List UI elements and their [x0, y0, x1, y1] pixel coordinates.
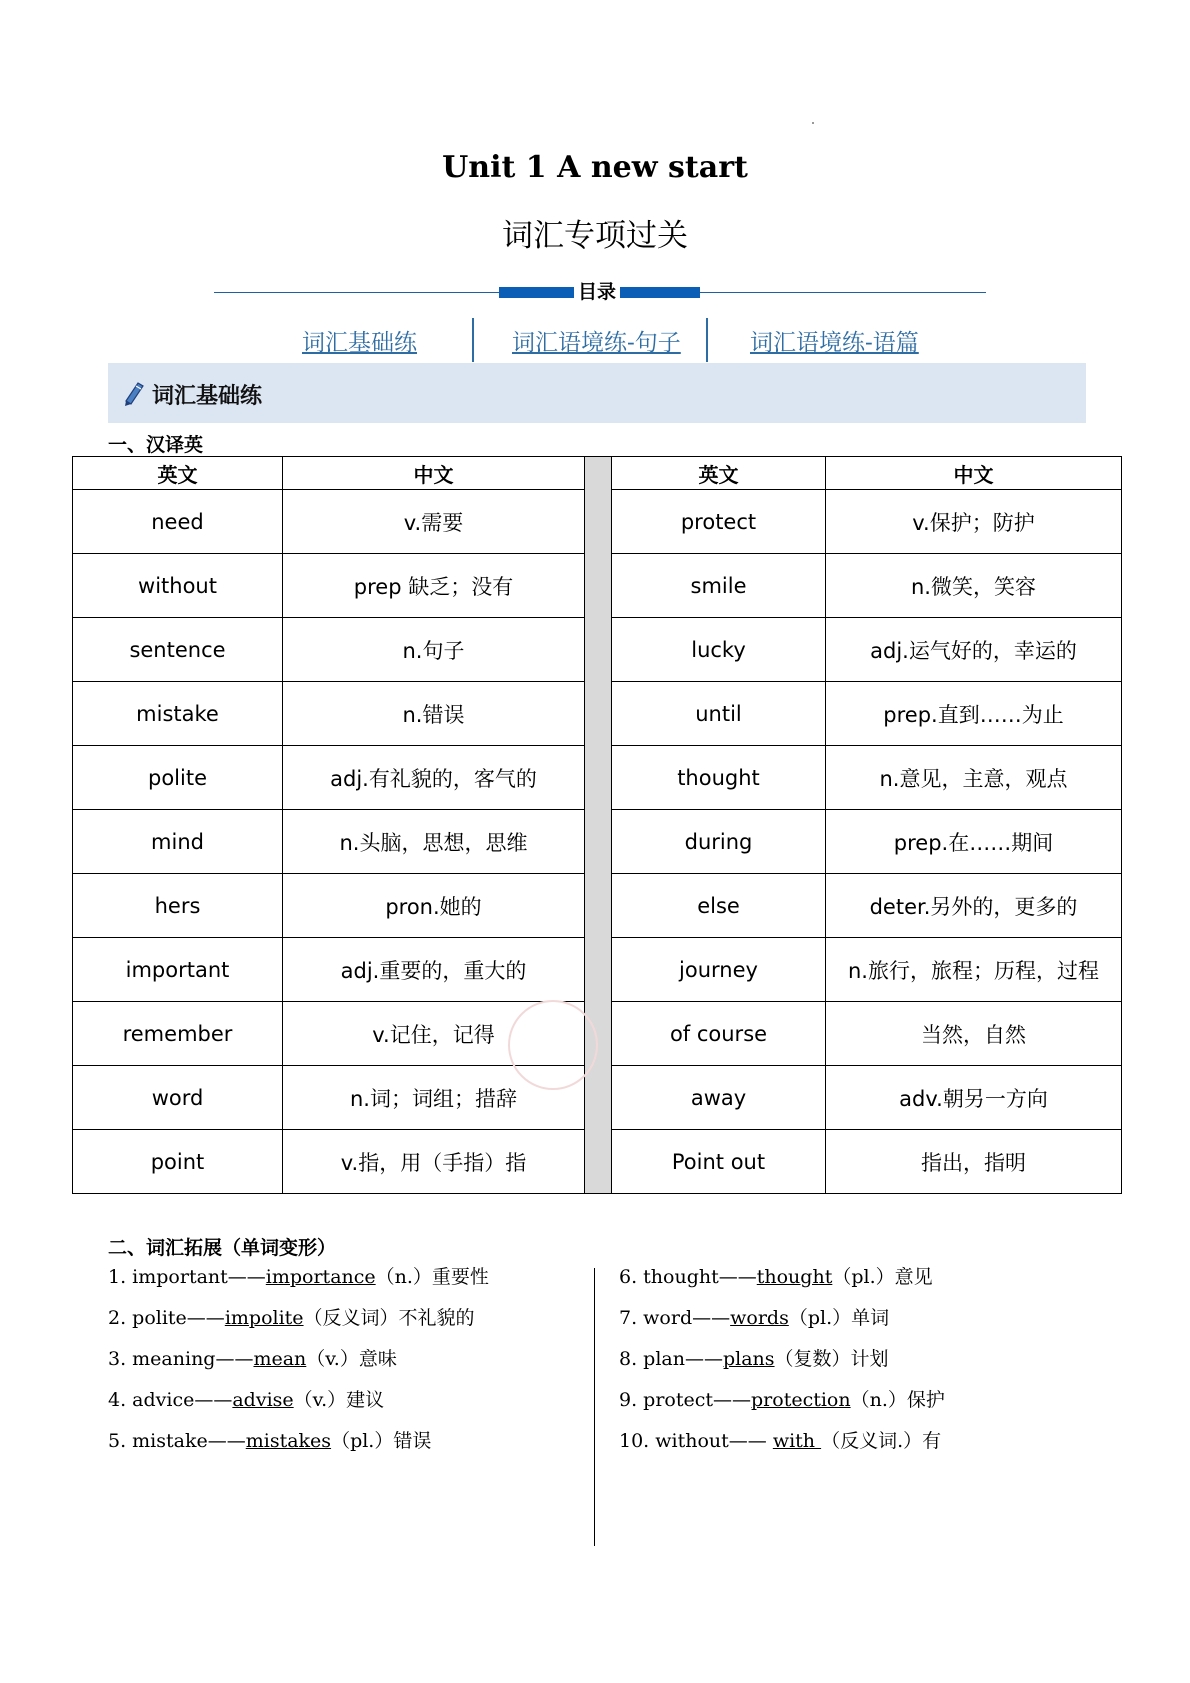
- answer: with: [772, 1430, 822, 1452]
- section-header: [108, 363, 1086, 423]
- toc-rule-left: [214, 292, 499, 293]
- english-word: journey: [612, 938, 826, 1002]
- pen-icon: [122, 379, 146, 407]
- section-title: 词汇基础练: [152, 384, 263, 409]
- english-word: thought: [612, 746, 826, 810]
- chinese-meaning: n.微笑，笑容: [826, 554, 1122, 618]
- answer: thought: [756, 1266, 833, 1288]
- chinese-meaning: prep.直到……为止: [826, 682, 1122, 746]
- extension-right-column: [619, 1262, 945, 1467]
- answer: impolite: [224, 1307, 304, 1329]
- chinese-meaning: deter.另外的，更多的: [826, 874, 1122, 938]
- extension-item: 2. polite——impolite（反义词）不礼貌的: [108, 1307, 475, 1329]
- english-word: mind: [73, 810, 283, 874]
- column-header: 中文: [283, 457, 585, 490]
- answer: protection: [751, 1389, 851, 1411]
- stray-dot: [812, 122, 814, 124]
- chinese-meaning: n.词；词组；措辞: [283, 1066, 585, 1130]
- chinese-meaning: v.指，用（手指）指: [283, 1130, 585, 1194]
- english-word: Point out: [612, 1130, 826, 1194]
- chinese-meaning: v.保护；防护: [826, 490, 1122, 554]
- english-word: important: [73, 938, 283, 1002]
- extension-item: 8. plan——plans（复数）计划: [619, 1348, 889, 1370]
- english-word: protect: [612, 490, 826, 554]
- chinese-meaning: prep.在……期间: [826, 810, 1122, 874]
- chinese-meaning: prep 缺乏；没有: [283, 554, 585, 618]
- english-word: sentence: [73, 618, 283, 682]
- extension-item: 10. without—— with （反义词.）有: [619, 1430, 942, 1452]
- chinese-meaning: n.错误: [283, 682, 585, 746]
- english-word: point: [73, 1130, 283, 1194]
- english-word: else: [612, 874, 826, 938]
- chinese-meaning: n.句子: [283, 618, 585, 682]
- table-header-row: [73, 457, 1122, 490]
- page-subtitle: 词汇专项过关: [502, 218, 688, 254]
- answer: importance: [265, 1266, 376, 1288]
- toc-separator: [706, 318, 708, 362]
- chinese-meaning: 当然，自然: [826, 1002, 1122, 1066]
- toc-links: [0, 318, 1190, 362]
- part2-heading: 二、词汇拓展（单词变形）: [108, 1237, 337, 1259]
- toc-link-passage[interactable]: 词汇语境练-语篇: [750, 330, 919, 356]
- english-word: without: [73, 554, 283, 618]
- english-word: word: [73, 1066, 283, 1130]
- english-word: polite: [73, 746, 283, 810]
- chinese-meaning: adj.运气好的，幸运的: [826, 618, 1122, 682]
- extension-item: 5. mistake——mistakes（pl.）错误: [108, 1430, 432, 1452]
- english-word: during: [612, 810, 826, 874]
- column-header: 中文: [826, 457, 1122, 490]
- chinese-meaning: adj.重要的，重大的: [283, 938, 585, 1002]
- english-word: of course: [612, 1002, 826, 1066]
- extension-left-column: [108, 1262, 489, 1467]
- chinese-meaning: 指出，指明: [826, 1130, 1122, 1194]
- chinese-meaning: pron.她的: [283, 874, 585, 938]
- chinese-meaning: n.头脑，思想，思维: [283, 810, 585, 874]
- watermark-stamp: [508, 1000, 598, 1090]
- column-divider: [594, 1268, 595, 1546]
- english-word: hers: [73, 874, 283, 938]
- extension-item: 7. word——words（pl.）单词: [619, 1307, 890, 1329]
- toc-link-sentence[interactable]: 词汇语境练-句子: [512, 330, 681, 356]
- english-word: lucky: [612, 618, 826, 682]
- english-word: remember: [73, 1002, 283, 1066]
- part1-heading: 一、汉译英: [108, 434, 204, 456]
- chinese-meaning: adj.有礼貌的，客气的: [283, 746, 585, 810]
- chinese-meaning: v.需要: [283, 490, 585, 554]
- table-gap: [585, 457, 612, 1194]
- column-header: 英文: [612, 457, 826, 490]
- english-word: need: [73, 490, 283, 554]
- english-word: away: [612, 1066, 826, 1130]
- answer: advise: [232, 1389, 294, 1411]
- answer: mistakes: [245, 1430, 332, 1452]
- page-title: Unit 1 A new start: [442, 150, 748, 185]
- extension-item: 4. advice——advise（v.）建议: [108, 1389, 385, 1411]
- extension-item: 1. important——importance（n.）重要性: [108, 1266, 489, 1288]
- toc-link-basic[interactable]: 词汇基础练: [302, 330, 417, 356]
- vocab-table: [72, 456, 1122, 1194]
- chinese-meaning: n.旅行，旅程；历程，过程: [826, 938, 1122, 1002]
- extension-item: 6. thought——thought（pl.）意见: [619, 1266, 933, 1288]
- english-word: smile: [612, 554, 826, 618]
- chinese-meaning: n.意见，主意，观点: [826, 746, 1122, 810]
- extension-item: 9. protect——protection（n.）保护: [619, 1389, 945, 1411]
- toc-rule-right: [700, 292, 986, 293]
- english-word: mistake: [73, 682, 283, 746]
- english-word: until: [612, 682, 826, 746]
- chinese-meaning: adv.朝另一方向: [826, 1066, 1122, 1130]
- answer: mean: [253, 1348, 307, 1370]
- answer: words: [730, 1307, 789, 1329]
- answer: plans: [722, 1348, 775, 1370]
- column-header: 英文: [73, 457, 283, 490]
- toc-separator: [472, 318, 474, 362]
- chinese-meaning: v.记住，记得: [283, 1002, 585, 1066]
- toc-label: 目录: [574, 281, 620, 303]
- extension-item: 3. meaning——mean（v.）意味: [108, 1348, 397, 1370]
